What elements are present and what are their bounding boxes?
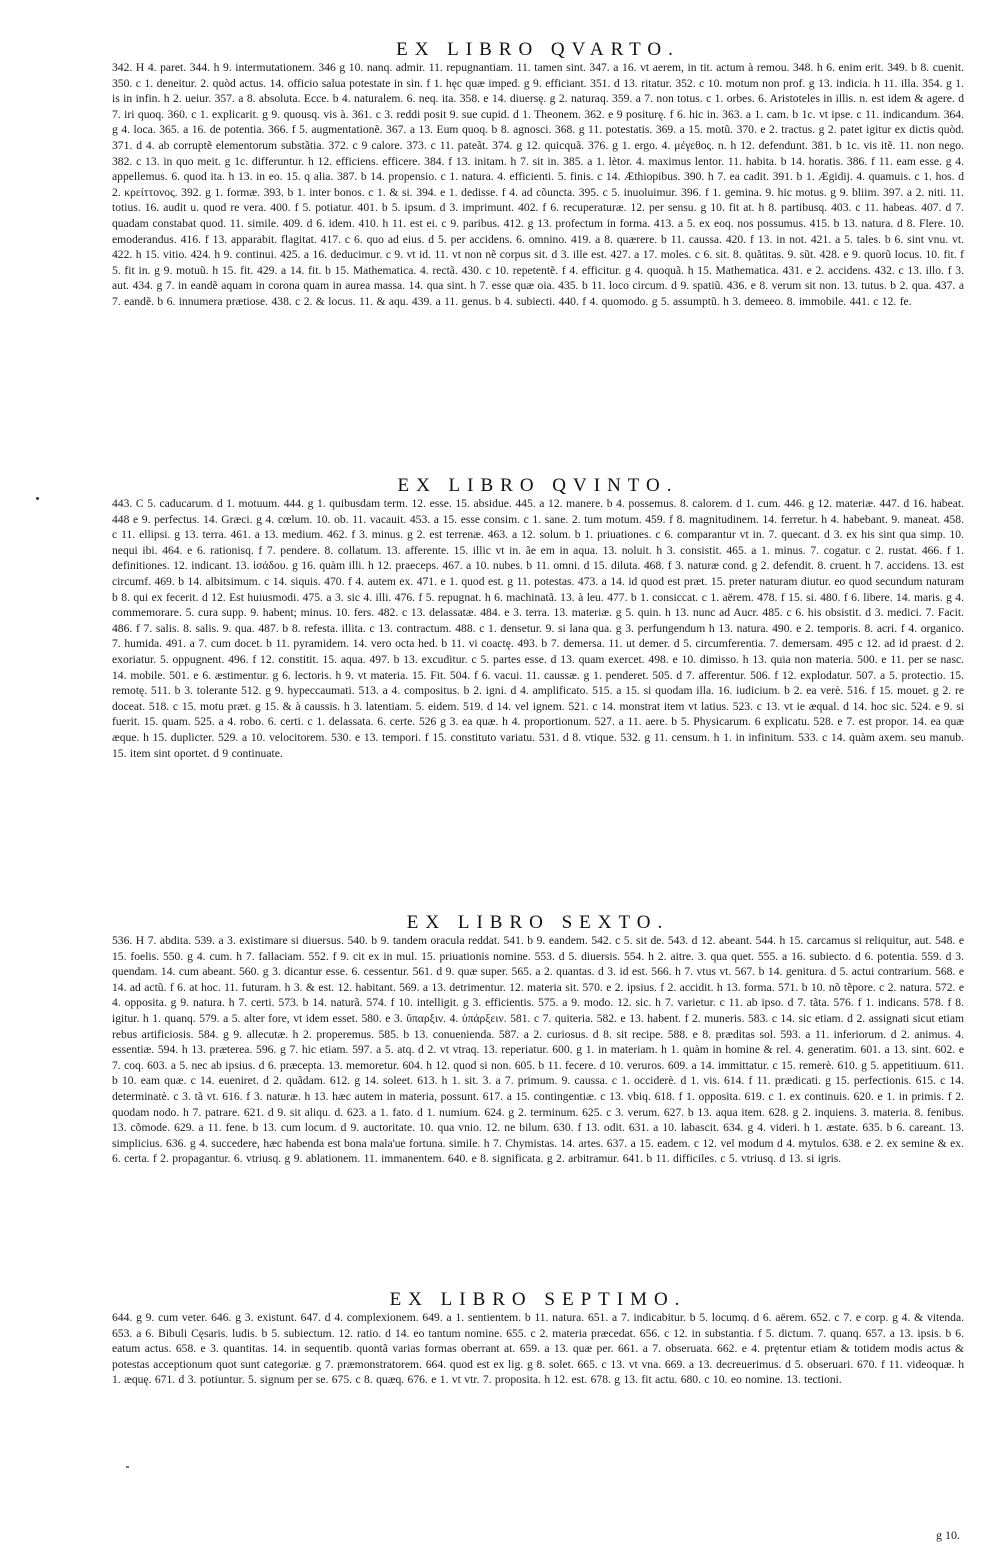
margin-mark — [126, 1466, 129, 1468]
section-heading: EX LIBRO SEXTO. — [406, 913, 670, 933]
section-libro-sexto — [112, 913, 964, 1290]
section-libro-quarto — [112, 40, 964, 476]
section-heading: EX LIBRO QVINTO. — [397, 476, 679, 496]
section-body: 443. C 5. caducarum. d 1. motuum. 444. g 1. quibusdam term. 12. esse. 15. absidue. 445. a 12. manere. b 4. possemus. 8. calorem. d 1. cum. 446. g 12. materiæ. 447. d 16. habeat. 448 e 9. perfectus. 14. Græci. g 4. cœlum. 10. ob. 11. vacauit. 453. a 15. esse consim. c 1. sane. 2. tum motum. 459. f 8. magnitudinem. 14. ferretur. h 4. habebant. 9. maneat. 458. c 11. ellipsi. g 13. terra. 461. a 13. medium. 462. f 3. minus. g 2. est terrenæ. 463. a 12. solum. b 1. priuationes. c 6. comparantur vt in. 7. quecant. d 3. ex his sint qua simp. 10. nequi ibi. 464. e 6. rationisq. f 7. pendere. 8. collatum. 13. afferente. 15. illic vt in. ãe em in aqua. 13. noluit. h 3. consistit. 465. a 1. minus. 7. cogatur. c 2. rustat. 466. f 1. definitiones. 12. indicant. 13. ἰσάδου. g 16. quàm illi. h 12. praeceps. 467. a 10. nubes. b 11. omni. d 15. diluta. 468. f 3. naturæ cond. g 2. defendit. 8. cruent. h 7. accidens. 13. est circumf. 469. b 14. albitsimum. c 14. siquis. 470. f 4. autem ex. 471. e 1. quod est. g 11. potestas. 473. a 14. id quod est præt. 15. preter naturam diutur. eo quod secundum naturam b 8. qui ex fecerit. d 12. Est huiusmodi. 475. a 3. sic 4. illi. 476. f 5. repugnat. h 6. machinatã. 13. à leu. 477. b 1. consiccat. c 1. aërem. 478. f 15. si. 480. f 6. libere. 14. maris. g 4. commemorare. 5. cura supp. 9. habent; minus. 10. fers. 482. c 13. delassatæ. 484. e 3. terra. 13. materiæ. g 5. quin. h 13. nunc ad Aucr. 485. c 6. his obsistit. d 3. medici. 7. Facit. 486. f 7. salis. 8. salis. 9. qua. 487. b 8. refesta. illita. c 13. contractum. 488. c 1. densetur. 9. si lana qua. g 3. perfungendum h 13. natura. 490. e 2. temporis. 8. acri. f 4. organico. 7. humida. 491. a 7. cum docet. b 11. pyramidem. 14. vero octa hed. b 11. vi coactę. 493. b 7. demersa. 11. ut demer. d 5. circumferentia. 7. demersam. 495 c 12. ad id praest. d 2. exoriatur. 5. oppugnent. 496. f 12. constitit. 15. aqua. 497. b 13. excuditur. c 5. partes esse. d 13. quam exercet. 498. e 10. dimisso. h 13. quia non materia. 500. e 11. per se nasc. 14. mobile. 501. e 6. æstimentur. g 6. lectoris. h 9. vt materia. 15. Fit. 504. f 6. vacui. 11. caussæ. g 1. penderet. 505. d 7. afferentur. 506. f 12. explodatur. 507. a 5. protectio. 15. remotę. 511. b 3. tolerante 512. g 9. hypeccaumati. 513. a 4. compositus. b 2. igni. d 4. amplificato. 515. a 15. si quodam illa. 16. iudicium. b 2. ea verè. 516. f 15. mouet. g 2. re doceat. 518. c 15. motu præt. g 15. & à caussis. h 3. latentiam. 5. eidem. 519. d 14. vel ignem. 521. c 14. monstrat item vt latius. 523. c 13. vt ie æqual. d 14. hoc sic. 524. e 9. si fuerit. 15. quam. 525. a 4. robo. 6. certi. c 1. delassata. 6. certe. 526 g 3. ea quæ. h 4. proportionum. 527. a 11. aere. b 5. Physicarum. 6 explicatu. 528. e 7. est propor. 14. ea quæ æque. h 15. duplicter. 529. a 10. velocitorem. 530. e 13. tempori. f 15. constituto variatu. 531. d 8. vtique. 532. g 11. censum. h 1. in infinitum. 533. c 14. quàm axem. seu manub. 15. item sint oportet. d 9 continuate. — [112, 497, 964, 760]
section-body: 644. g 9. cum veter. 646. g 3. existunt. 647. d 4. complexionem. 649. a 1. sentientem. b 11. natura. 651. a 7. indicabitur. b 5. locumq. d 6. aërem. 652. c 7. e corp. g 4. & vitenda. 653. a 6. Bibuli Cęsaris. ludis. b 5. subiectum. 12. ratio. d 14. eo tantum nomine. 655. c 2. materia præcedat. 656. c 12. in substantia. f 5. dictum. 7. quanq. 657. a 13. ipsis. b 6. eatum actus. 658. e 3. quantitas. 14. in sequentib. quontã varias formas oberrant at. 659. a 13. quæ per. 661. a 7. obseruata. 662. e 4. prętentur etiam & totidem modis actus & potestas acceptionum quot sunt categoriæ. g 7. præmonstratorem. 664. quod est ex lig. g 8. solet. 665. c 13. vt vna. 669. a 13. decreuerimus. d 5. obseruari. 670. f 11. videoquæ. h 1. æquę. 671. d 3. potiuntur. 5. signum per se. 675. c 8. quæq. 676. e 1. vt vtr. 7. proposita. h 12. est. 678. g 13. fit actu. 680. c 10. eo nomine. 13. tectioni. — [112, 1311, 964, 1387]
section-body: 342. H 4. paret. 344. h 9. intermutationem. 346 g 10. nanq. admir. 11. repugnantiam. 11. tamen sint. 347. a 16. vt aerem, in tit. actum à remou. 348. h 6. enim erit. 349. b 8. cuenit. 350. c 1. deneitur. 2. quòd actus. 14. officio salua potestate in sin. f 1. hęc quæ imped. g 9. efficiant. 351. d 13. ritatur. 352. c 10. motum non prof. g 13. indicia. h 11. illa. 354. g 1. is in infin. h 2. ueiur. 357. a 8. absoluta. Ecce. b 4. naturalem. 6. neq. ita. 358. e 14. diuersę. g 2. naturaq. 359. a 7. non totus. c 1. orbes. 6. Aristoteles in illis. n. est idem & agere. d 7. iri quoq. 360. c 1. explicarit. g 9. quousq. vis à. 361. c 3. reddi posit 9. sue cupid. d 1. Theonem. 362. e 9 positurę. f 6. hic in. 363. a 1. cam. b 1c. vt ipse. c 11. indicandum. 364. g 4. loca. 365. a 16. de potentia. 366. f 5. augmentationẽ. 367. a 13. Eum quoq. b 8. agnosci. 368. g 11. potestatis. 369. a 15. motũ. 370. e 2. tractus. g 2. patet igitur ex dictis quòd. 371. d 4. ab corruptẽ elementorum substãtia. 372. c 9 calore. 373. c 11. pateãt. 374. g 12. quicquã. 376. g 1. ergo. 4. μέγεθος. n. h 12. defendunt. 381. b 1c. vis itẽ. 11. non nego. 382. c 13. in quo meit. g 1c. differuntur. h 12. efficiens. efficere. 384. f 13. initam. h 7. sit in. 385. a 1. lètor. 4. maximus lentor. 11. habita. b 14. horatis. 386. f 11. eam esse. g 4. appellemus. 6. quod ita. h 13. in eo. 15. q alia. 387. b 14. propensio. c 1. natura. 4. efficienti. 5. finis. c 14. Æthiopibus. 390. h 7. ea cadit. 391. b 1. Ægidij. 4. quamuis. c 1. hos. d 2. κρείττονος. 392. g 1. formæ. 393. b 1. inter bonos. c 1. & si. 394. e 1. dedisse. f 4. ad cõuncta. 395. c 5. inuoluimur. 396. f 1. gemina. 9. hic motus. g 9. bliim. 397. a 2. niti. 11. totius. 16. audit u. quod re vera. 400. f 5. potiatur. 401. b 5. ipsum. d 3. imprimunt. 402. f 6. recuperaturæ. 12. per sensu. g 10. fit at. h 8. partibusq. 403. c 11. habeas. 407. d 7. quadam constabat quod. 11. simile. 409. d 6. idem. 410. h 11. est ei. c 9. paribus. 412. g 13. profectum in forma. 413. a 5. ex eoq. nos possumus. 415. b 13. natura. d 8. Flere. 10. emoderandus. 416. f 13. apparabit. flagitat. 417. c 6. quo ad eius. d 5. per accidens. 6. omnino. 419. a 8. quærere. b 11. caussa. 420. f 13. in not. 421. a 5. tales. b 6. sint vnu. vt. 422. h 15. vitio. 424. h 9. continui. 425. a 16. deducimur. c 9. vt id. 11. vt non nẽ corpus sit. d 3. ille est. 427. a 17. moles. c 6. sit. 8. quãtitas. 9. sũt. 428. e 9. quorũ locus. 10. fit. f 5. fit in. g 9. motuũ. h 15. fit. 429. a 14. fit. b 15. Mathematica. 4. rectã. 430. c 10. repetentẽ. f 4. efficitur. g 4. quoquã. h 15. Mathematica. 431. e 2. accidens. 432. c 13. illo. f 3. aut. 434. g 7. in eandẽ aquam in corona quam in aurea massa. 14. qua sint. h 7. esse quæ oia. 435. b 11. loco circum. d 9. spatiũ. 436. e 8. verum sit non. 13. tutus. b 2. qua. 437. a 7. eandẽ. b 6. innumera prætiose. 438. c 2. & locus. 11. & aqu. 439. a 11. genus. b 4. subiecti. 440. f 4. quomodo. g 5. assumptũ. h 3. demeeo. 8. immobile. 441. c 12. fe. — [112, 61, 964, 308]
section-libro-septimo — [112, 1290, 964, 1446]
page-number: g 10. — [936, 1528, 960, 1542]
section-heading: EX LIBRO SEPTIMO. — [389, 1290, 687, 1310]
section-body: 536. H 7. abdita. 539. a 3. existimare si diuersus. 540. b 9. tandem oracula reddat. 541. b 9. eandem. 542. c 5. sit de. 543. d 12. abeant. 544. h 15. carcamus si reliquitur, aut. 548. e 15. foelis. 550. g 4. cum. h 7. fallaciam. 552. f 9. cit ex in mul. 15. priuationis nomine. 553. d 5. diuersis. 554. h 2. aitre. 3. qua quet. 555. a 16. subiecto. d 6. potentia. 559. d 3. quendam. 14. cum abeant. 560. g 3. dicantur esse. 6. cessentur. 561. d 9. quæ super. 565. a 2. quantas. d 3. id est. 566. h 7. vtus vt. 567. b 14. genitura. d 5. actui contrarium. 568. e 14. ad actũ. f 6. at hoc. 11. futuram. h 3. & est. 12. habitant. 569. a 13. detrimentur. 12. materia sit. 570. e 2. ipsius. f 2. accidit. h 13. forma. 571. b 10. nõ tẽpore. c 2. natura. 572. e 4. opposita. g 9. natura. h 7. certi. 573. b 14. naturã. 574. f 10. intelligit. g 3. efficientis. 575. a 9. modo. 12. sic. h 7. varietur. c 11. ab ipso. d 7. tãta. 576. f 1. indicans. 578. f 8. igitur. h 1. quanq. 579. a 5. alter fore, vt idem esset. 580. e 3. ὕπαρξιν. 4. ὑπάρξειν. 581. c 7. quiteria. 582. e 13. habent. f 2. muneris. 583. c 14. sic etiam. d 2. assignati sicut etiam rebus artificiosis. 584. g 9. allecutæ. h 2. properemus. 585. b 13. conuenienda. 587. a 2. curiosus. d 8. sit recipe. 588. e 8. præditas sol. 593. a 11. inferiorum. d 2. animus. 4. essentiæ. 594. h 13. præterea. 596. g 7. hic etiam. 597. a 5. atq. d 2. vt vtraq. 13. reperiatur. 600. g 1. in materiam. h 1. quàm in homine & rel. 4. generatim. 601. a 13. sint. 602. e 7. coq. 603. a 5. nec ab ipsius. d 6. præcepta. 13. memoretur. 604. h 12. quod si non. 605. b 11. fecere. d 10. veruros. 609. a 14. immittatur. c 15. remerè. 610. g 5. appetitiuum. 611. b 10. eam quæ. c 14. eueniret. d 2. quãdam. 612. g 14. soleet. 613. h 1. sit. 3. a 7. primum. 9. caussa. c 1. occiderè. d 1. vis. 614. f 11. prædicati. g 15. perfectionis. 615. c 14. determinatè. c 3. tã vt. 616. f 3. naturæ. h 13. hæc autem in materia, possunt. 617. a 15. contingentiæ. c 13. vbiq. 618. f 1. opposita. 619. c 1. ex continuis. 620. e 1. in primis. f 2. quodam nodo. h 7. patrare. 621. d 9. sit aliqu. d. 623. a 1. fato. d 1. numium. 624. g 2. terminum. 625. c 3. verum. 627. b 13. aqua item. 628. g 2. inquiens. 3. materia. 8. fenibus. 13. cõmode. 629. a 11. fene. b 13. cum locum. d 9. auctoritate. 10. qua vnio. 12. ne bilum. 630. f 13. odit. 631. a 10. labascit. 634. g 4. videri. h 1. æstate. 635. b 6. careant. 13. simplicius. 636. g 4. succedere, hæc habenda est bona mala'ue fortuna. simile. h 7. Chymistas. 14. artes. 637. a 15. eadem. c 12. vel modum d 4. mytulos. 638. e 2. ex semine & ex. 6. certa. f 2. propagantur. 6. vtriusq. g 9. ablationem. 11. immanentem. 640. e 8. significata. g 2. arbitramur. 641. b 11. difficiles. c 5. vtriusq. d 13. si igris. — [112, 934, 964, 1166]
margin-mark — [36, 497, 39, 500]
section-libro-quinto — [112, 476, 964, 913]
index-page — [112, 40, 964, 1550]
section-heading: EX LIBRO QVARTO. — [396, 40, 680, 60]
